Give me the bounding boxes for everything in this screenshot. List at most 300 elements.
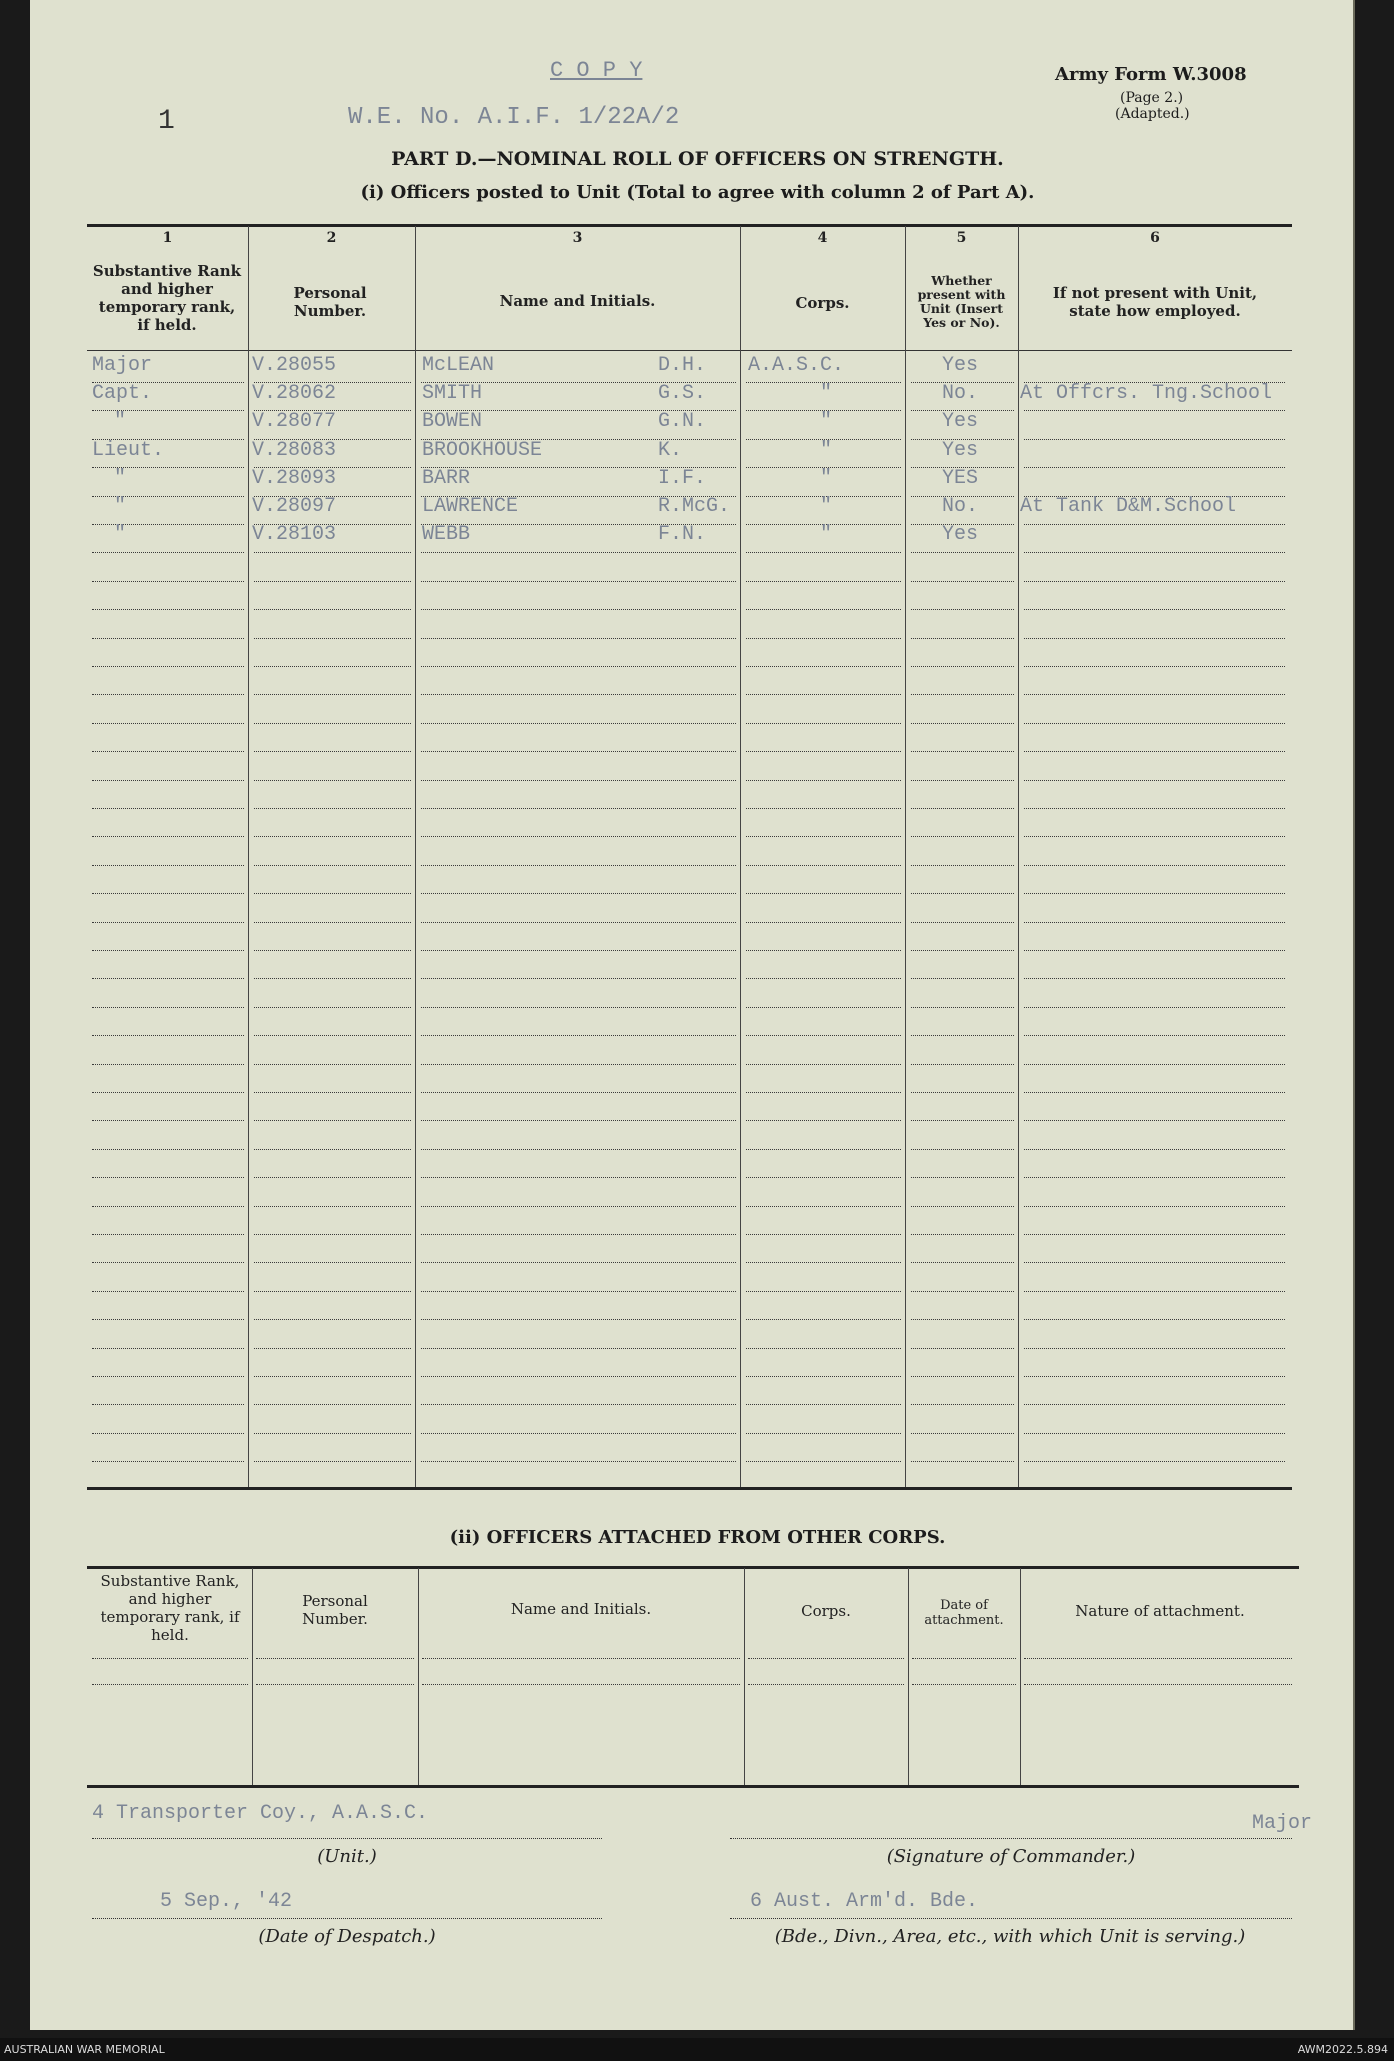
margin-mark: 1	[158, 106, 175, 137]
ruled-line	[92, 808, 244, 809]
ruled-line	[911, 751, 1014, 752]
ruled-line	[421, 922, 736, 923]
ruled-line	[254, 950, 411, 951]
ruled-line	[254, 1319, 411, 1320]
ruled-line	[254, 694, 411, 695]
ruled-line	[92, 609, 244, 610]
header-rank: Substantive Rank and higher temporary rank, if held.	[92, 262, 242, 334]
ruled-line	[746, 1291, 901, 1292]
row-present: No.	[942, 382, 979, 405]
ruled-line	[1024, 666, 1285, 667]
col-number-3: 3	[572, 230, 583, 246]
row-rank: "	[114, 410, 127, 433]
ruled-line	[92, 638, 244, 639]
ruled-line	[1024, 751, 1285, 752]
ruled-line	[256, 1684, 414, 1685]
table2-divider-1	[252, 1568, 253, 1785]
ruled-line	[254, 1291, 411, 1292]
unit-value: 4 Transporter Coy., A.A.S.C.	[92, 1802, 429, 1825]
ruled-line	[746, 1319, 901, 1320]
row-rank: Major	[92, 354, 153, 377]
ruled-line	[254, 1433, 411, 1434]
row-initials: G.N.	[658, 410, 707, 433]
ruled-line	[911, 1206, 1014, 1207]
ruled-line	[911, 1348, 1014, 1349]
col-number-6: 6	[1150, 230, 1160, 246]
row-name: BOWEN	[422, 410, 483, 433]
ruled-line	[746, 808, 901, 809]
ruled-line	[92, 1007, 244, 1008]
ruled-line	[254, 1092, 411, 1093]
ruled-line	[254, 1404, 411, 1405]
ruled-line	[746, 1376, 901, 1377]
ruled-line	[1024, 978, 1285, 979]
row-corps: "	[820, 523, 833, 546]
signature-value: Major	[1252, 1812, 1313, 1835]
ruled-line	[1024, 439, 1285, 440]
ruled-line	[254, 893, 411, 894]
col-number-4: 4	[817, 230, 828, 246]
row-rank: Capt.	[92, 382, 153, 405]
ruled-line	[746, 1404, 901, 1405]
ruled-line	[421, 808, 736, 809]
row-name: BROOKHOUSE	[422, 439, 543, 462]
despatch-date-value: 5 Sep., '42	[160, 1890, 293, 1913]
unit-label: (Unit.)	[317, 1846, 377, 1867]
row-corps: "	[820, 410, 833, 433]
despatch-date-label: (Date of Despatch.)	[258, 1926, 436, 1947]
archive-accession: AWM2022.5.894	[1297, 2043, 1388, 2056]
ruled-line	[746, 1064, 901, 1065]
ruled-line	[421, 1433, 736, 1434]
ruled-line	[1024, 865, 1285, 866]
row-number: V.28062	[252, 382, 337, 405]
ruled-line	[92, 1376, 244, 1377]
ruled-line	[92, 893, 244, 894]
ruled-line	[911, 1319, 1014, 1320]
row-present: No.	[942, 495, 979, 518]
ruled-line	[421, 893, 736, 894]
ruled-line	[254, 808, 411, 809]
page-subtitle: (i) Officers posted to Unit (Total to agree with column 2 of Part A).	[360, 182, 1035, 203]
ruled-line	[911, 1234, 1014, 1235]
ruled-line	[911, 694, 1014, 695]
table1-bottom-rule	[87, 1487, 1292, 1490]
brigade-value: 6 Aust. Arm'd. Bde.	[750, 1890, 979, 1913]
ruled-line	[254, 723, 411, 724]
row-number: V.28097	[252, 495, 337, 518]
form-name: Army Form W.3008	[1055, 64, 1247, 85]
ruled-line	[1024, 609, 1285, 610]
table2-divider-5	[1020, 1568, 1021, 1785]
ruled-line	[254, 581, 411, 582]
row-employed: At Offcrs. Tng.School	[1020, 382, 1273, 405]
ruled-line	[421, 638, 736, 639]
t2-header-name: Name and Initials.	[510, 1600, 652, 1618]
ruled-line	[746, 836, 901, 837]
ruled-line	[256, 1658, 414, 1659]
ruled-line	[746, 978, 901, 979]
ruled-line	[746, 751, 901, 752]
ruled-line	[746, 581, 901, 582]
ruled-line	[1024, 1684, 1292, 1685]
unit-line	[92, 1838, 602, 1839]
ruled-line	[1024, 581, 1285, 582]
ruled-line	[254, 1234, 411, 1235]
brigade-label: (Bde., Divn., Area, etc., with which Unit is serving.)	[774, 1926, 1246, 1947]
ruled-line	[92, 1684, 248, 1685]
ruled-line	[92, 1177, 244, 1178]
archive-institution: AUSTRALIAN WAR MEMORIAL	[4, 2043, 165, 2056]
ruled-line	[1024, 836, 1285, 837]
col-number-2: 2	[326, 230, 337, 246]
row-name: SMITH	[422, 382, 483, 405]
ruled-line	[1024, 694, 1285, 695]
ruled-line	[92, 1262, 244, 1263]
ruled-line	[1024, 1206, 1285, 1207]
ruled-line	[421, 780, 736, 781]
ruled-line	[911, 1404, 1014, 1405]
ruled-line	[1024, 1433, 1285, 1434]
ruled-line	[92, 1120, 244, 1121]
ruled-line	[421, 1035, 736, 1036]
ruled-line	[746, 1461, 901, 1462]
ruled-line	[1024, 1234, 1285, 1235]
ruled-line	[421, 1234, 736, 1235]
ruled-line	[911, 581, 1014, 582]
header-present: Whether present with Unit (Insert Yes or No).	[917, 273, 1006, 330]
ruled-line	[746, 1149, 901, 1150]
ruled-line	[254, 1262, 411, 1263]
ruled-line	[421, 666, 736, 667]
ruled-line	[911, 638, 1014, 639]
signature-label: (Signature of Commander.)	[886, 1846, 1136, 1867]
ruled-line	[911, 836, 1014, 837]
row-number: V.28083	[252, 439, 337, 462]
ruled-line	[421, 1092, 736, 1093]
ruled-line	[254, 780, 411, 781]
row-rank: Lieut.	[92, 439, 165, 462]
ruled-line	[92, 978, 244, 979]
t2-header-rank: Substantive Rank, and higher temporary rank, if held.	[100, 1572, 240, 1644]
row-number: V.28103	[252, 523, 337, 546]
despatch-date-line	[92, 1918, 602, 1919]
archive-footer	[0, 2038, 1394, 2061]
ruled-line	[92, 1206, 244, 1207]
ruled-line	[421, 1348, 736, 1349]
ruled-line	[421, 1404, 736, 1405]
col-number-5: 5	[956, 230, 967, 246]
row-present: Yes	[942, 523, 979, 546]
ruled-line	[421, 581, 736, 582]
row-corps: A.A.S.C.	[748, 354, 845, 377]
ruled-line	[92, 865, 244, 866]
ruled-line	[912, 1658, 1016, 1659]
ruled-line	[911, 865, 1014, 866]
ruled-line	[421, 865, 736, 866]
ruled-line	[1024, 1404, 1285, 1405]
row-employed: At Tank D&M.School	[1020, 495, 1237, 518]
row-initials: R.McG.	[658, 495, 731, 518]
ruled-line	[911, 552, 1014, 553]
ruled-line	[746, 723, 901, 724]
ruled-line	[92, 922, 244, 923]
ruled-line	[254, 978, 411, 979]
ruled-line	[421, 1376, 736, 1377]
ruled-line	[421, 1177, 736, 1178]
ruled-line	[1024, 950, 1285, 951]
table1-header-rule	[87, 350, 1292, 351]
ruled-line	[254, 1064, 411, 1065]
ruled-line	[92, 694, 244, 695]
row-rank: "	[114, 495, 127, 518]
t2-header-date: Date of attachment.	[924, 1598, 1004, 1628]
t2-header-corps: Corps.	[801, 1602, 851, 1620]
row-rank: "	[114, 467, 127, 490]
ruled-line	[254, 1007, 411, 1008]
ruled-line	[92, 1433, 244, 1434]
ruled-line	[421, 1319, 736, 1320]
ruled-line	[92, 723, 244, 724]
ruled-line	[254, 1035, 411, 1036]
ruled-line	[1024, 808, 1285, 809]
row-present: YES	[942, 467, 979, 490]
ruled-line	[1024, 1120, 1285, 1121]
ruled-line	[254, 638, 411, 639]
ruled-line	[421, 751, 736, 752]
ruled-line	[421, 1291, 736, 1292]
ruled-line	[1024, 524, 1285, 525]
page-title: PART D.—NOMINAL ROLL OF OFFICERS ON STRENGTH.	[391, 148, 1004, 170]
row-rank: "	[114, 523, 127, 546]
ruled-line	[1024, 1658, 1292, 1659]
ruled-line	[911, 893, 1014, 894]
ruled-line	[912, 1684, 1016, 1685]
table1-divider-3	[740, 226, 741, 1487]
ruled-line	[92, 1461, 244, 1462]
ruled-line	[1024, 1007, 1285, 1008]
ruled-line	[746, 694, 901, 695]
ruled-line	[1024, 723, 1285, 724]
header-employed: If not present with Unit, state how employed.	[1052, 284, 1258, 320]
row-corps: "	[820, 382, 833, 405]
ruled-line	[746, 609, 901, 610]
row-present: Yes	[942, 354, 979, 377]
ruled-line	[911, 1035, 1014, 1036]
ruled-line	[92, 751, 244, 752]
ruled-line	[254, 865, 411, 866]
row-initials: K.	[658, 439, 683, 462]
ruled-line	[746, 1348, 901, 1349]
ruled-line	[421, 1120, 736, 1121]
ruled-line	[421, 950, 736, 951]
ruled-line	[92, 950, 244, 951]
ruled-line	[92, 1234, 244, 1235]
ruled-line	[92, 1149, 244, 1150]
ruled-line	[746, 893, 901, 894]
ruled-line	[911, 922, 1014, 923]
ruled-line	[1024, 1262, 1285, 1263]
ruled-line	[911, 808, 1014, 809]
row-present: Yes	[942, 410, 979, 433]
ruled-line	[92, 780, 244, 781]
ruled-line	[254, 1206, 411, 1207]
table1-divider-4	[905, 226, 906, 1487]
ruled-line	[746, 1177, 901, 1178]
form-page: (Page 2.)	[1120, 90, 1184, 106]
col-number-1: 1	[162, 230, 173, 246]
ruled-line	[254, 666, 411, 667]
row-initials: F.N.	[658, 523, 707, 546]
ruled-line	[1024, 780, 1285, 781]
table2-bottom-rule	[87, 1785, 1299, 1788]
ruled-line	[911, 1461, 1014, 1462]
ruled-line	[748, 1658, 904, 1659]
ruled-line	[421, 1064, 736, 1065]
ruled-line	[1024, 1461, 1285, 1462]
ruled-line	[421, 978, 736, 979]
table1-divider-5	[1018, 226, 1019, 1487]
ruled-line	[911, 1149, 1014, 1150]
table1-top-rule	[87, 224, 1292, 227]
ruled-line	[254, 836, 411, 837]
ruled-line	[92, 836, 244, 837]
ruled-line	[92, 666, 244, 667]
ruled-line	[421, 1262, 736, 1263]
row-number: V.28055	[252, 354, 337, 377]
t2-header-nature: Nature of attachment.	[1075, 1602, 1245, 1620]
ruled-line	[92, 552, 244, 553]
t2-header-personal-number: Personal Number.	[302, 1592, 368, 1628]
ruled-line	[911, 666, 1014, 667]
header-name: Name and Initials.	[499, 292, 656, 310]
ruled-line	[1024, 467, 1285, 468]
ruled-line	[421, 552, 736, 553]
ruled-line	[254, 1348, 411, 1349]
ruled-line	[746, 1433, 901, 1434]
ruled-line	[1024, 1319, 1285, 1320]
row-present: Yes	[942, 439, 979, 462]
table2-top-rule	[87, 1566, 1299, 1569]
ruled-line	[748, 1684, 904, 1685]
ruled-line	[1024, 638, 1285, 639]
ruled-line	[92, 1404, 244, 1405]
sheet-edge	[1353, 0, 1355, 2030]
ruled-line	[254, 1376, 411, 1377]
ruled-line	[254, 609, 411, 610]
ruled-line	[746, 638, 901, 639]
ruled-line	[422, 1684, 740, 1685]
ruled-line	[92, 1348, 244, 1349]
row-name: LAWRENCE	[422, 495, 519, 518]
brigade-line	[730, 1918, 1292, 1919]
row-initials: I.F.	[658, 467, 707, 490]
ruled-line	[1024, 893, 1285, 894]
ruled-line	[422, 1658, 740, 1659]
table2-divider-4	[908, 1568, 909, 1785]
ruled-line	[254, 1149, 411, 1150]
ruled-line	[746, 950, 901, 951]
table1-divider-1	[248, 226, 249, 1487]
ruled-line	[746, 1007, 901, 1008]
table2-divider-3	[744, 1568, 745, 1785]
ruled-line	[746, 1092, 901, 1093]
ruled-line	[746, 922, 901, 923]
ruled-line	[254, 1461, 411, 1462]
ruled-line	[1024, 1064, 1285, 1065]
row-corps: "	[820, 495, 833, 518]
row-corps: "	[820, 439, 833, 462]
ruled-line	[1024, 1177, 1285, 1178]
table1-divider-2	[415, 226, 416, 1487]
ruled-line	[421, 1149, 736, 1150]
row-name: WEBB	[422, 523, 471, 546]
ruled-line	[92, 1035, 244, 1036]
ruled-line	[254, 1120, 411, 1121]
row-name: BARR	[422, 467, 471, 490]
row-initials: G.S.	[658, 382, 707, 405]
ruled-line	[1024, 922, 1285, 923]
ruled-line	[911, 1433, 1014, 1434]
header-corps: Corps.	[795, 294, 850, 312]
ruled-line	[92, 1064, 244, 1065]
ruled-line	[254, 1177, 411, 1178]
header-personal-number: Personal Number.	[293, 284, 367, 320]
ruled-line	[911, 1092, 1014, 1093]
ruled-line	[92, 581, 244, 582]
ruled-line	[1024, 1376, 1285, 1377]
ruled-line	[746, 865, 901, 866]
ruled-line	[746, 780, 901, 781]
ruled-line	[254, 751, 411, 752]
row-name: McLEAN	[422, 354, 495, 377]
ruled-line	[1024, 1092, 1285, 1093]
ruled-line	[911, 1120, 1014, 1121]
ruled-line	[746, 552, 901, 553]
ruled-line	[911, 1291, 1014, 1292]
ruled-line	[746, 1234, 901, 1235]
ruled-line	[254, 922, 411, 923]
form-sheet	[30, 0, 1355, 2030]
ruled-line	[1024, 552, 1285, 553]
copy-stamp: C O P Y	[550, 58, 643, 83]
ruled-line	[911, 978, 1014, 979]
ruled-line	[911, 1007, 1014, 1008]
ruled-line	[911, 723, 1014, 724]
ruled-line	[1024, 1149, 1285, 1150]
ruled-line	[746, 1035, 901, 1036]
ruled-line	[92, 1319, 244, 1320]
ruled-line	[1024, 1348, 1285, 1349]
ruled-line	[1024, 1291, 1285, 1292]
ruled-line	[421, 1007, 736, 1008]
form-adapted: (Adapted.)	[1115, 106, 1190, 122]
ruled-line	[911, 1262, 1014, 1263]
ruled-line	[254, 552, 411, 553]
we-number: W.E. No. A.I.F. 1/22A/2	[348, 104, 680, 131]
ruled-line	[92, 1658, 248, 1659]
ruled-line	[421, 694, 736, 695]
ruled-line	[911, 1376, 1014, 1377]
ruled-line	[421, 609, 736, 610]
ruled-line	[421, 1206, 736, 1207]
ruled-line	[92, 1291, 244, 1292]
ruled-line	[911, 950, 1014, 951]
row-corps: "	[820, 467, 833, 490]
ruled-line	[911, 780, 1014, 781]
ruled-line	[1024, 1035, 1285, 1036]
table2-title: (ii) OFFICERS ATTACHED FROM OTHER CORPS.	[449, 1527, 946, 1548]
